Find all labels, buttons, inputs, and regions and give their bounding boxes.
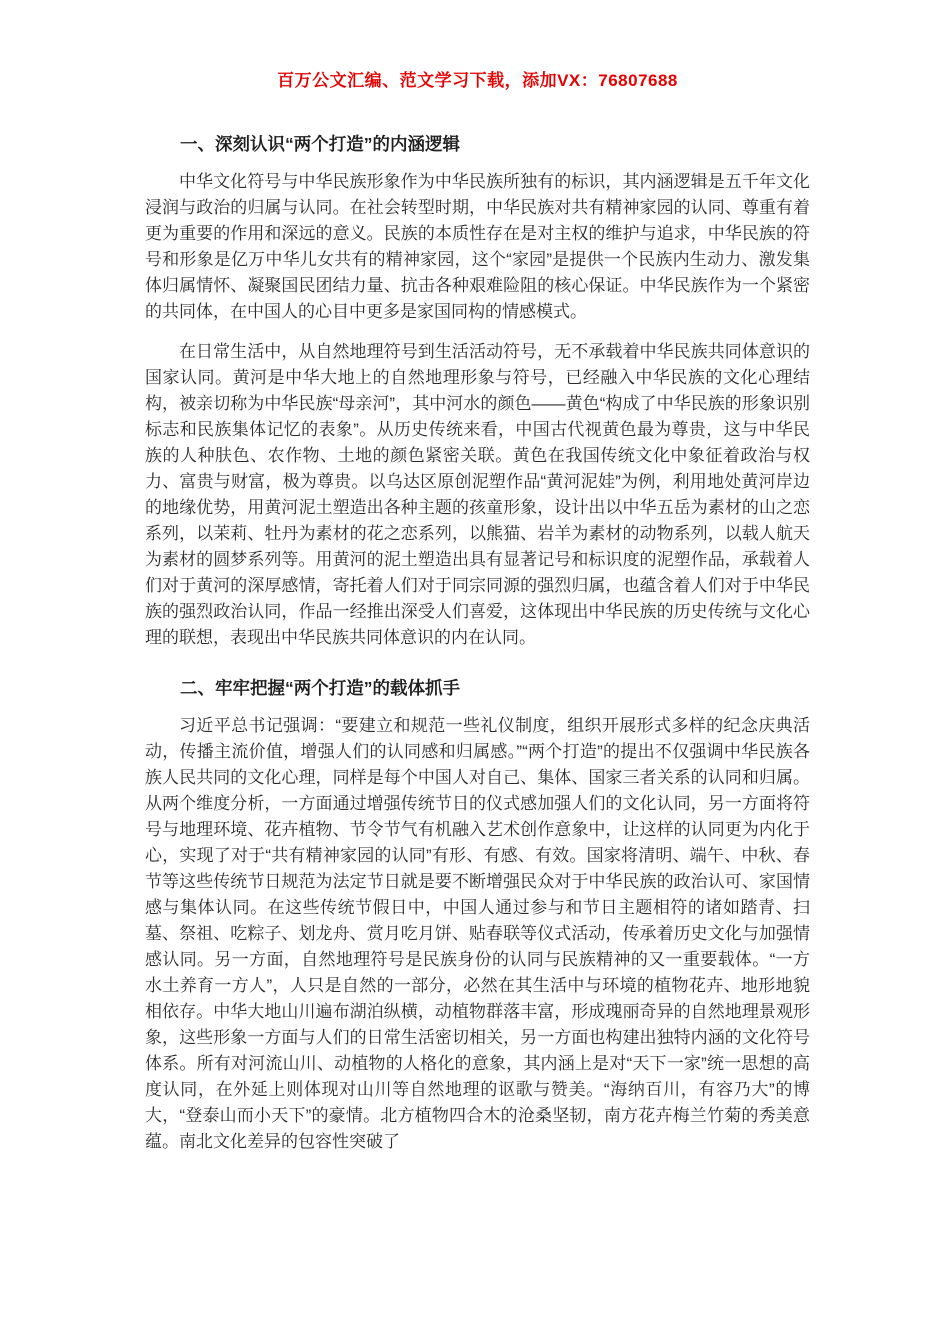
- section-1-paragraph-2: 在日常生活中，从自然地理符号到生活活动符号，无不承载着中华民族共同体意识的国家认同。黄河是中华大地上的自然地理形象与符号，已经融入中华民族的文化心理结构，被亲切称为中华民族“母亲河”，其中河水的颜色——黄色“构成了中华民族的形象识别标志和民族集体记忆的表象”。从历史传统来看，中国古代视黄色最为尊贵，这与中华民族的人种肤色、农作物、土地的颜色紧密关联。黄色在我国传统文化中象征着政治与权力、富贵与财富，极为尊贵。以乌达区原创泥塑作品“黄河泥娃”为例，利用地处黄河岸边的地缘优势，用黄河泥土塑造出各种主题的孩童形象，设计出以中华五岳为素材的山之恋系列，以茉莉、牡丹为素材的花之恋系列，以熊猫、岩羊为素材的动物系列，以载人航天为素材的圆梦系列等。用黄河的泥土塑造出具有显著记号和标识度的泥塑作品，承载着人们对于黄河的深厚感情，寄托着人们对于同宗同源的强烈归属，也蕴含着人们对于中华民族的强烈政治认同，作品一经推出深受人们喜爱，这体现出中华民族的历史传统与文化心理的联想，表现出中华民族共同体意识的内在认同。: [145, 342, 810, 647]
- section-1-paragraph-1: 中华文化符号与中华民族形象作为中华民族所独有的标识，其内涵逻辑是五千年文化浸润与政治的归属与认同。在社会转型时期，中华民族对共有精神家园的认同、尊重有着更为重要的作用和深远的意义。民族的本质性存在是对主权的维护与追求，中华民族的符号和形象是亿万中华儿女共有的精神家园，这个“家园”是提供一个民族内生动力、激发集体归属情怀、凝聚国民团结力量、抗击各种艰难险阻的核心保证。中华民族作为一个紧密的共同体，在中国人的心目中更多是家国同构的情感模式。: [145, 172, 810, 321]
- section-heading-1: 一、深刻认识“两个打造”的内涵逻辑: [180, 134, 460, 154]
- section-heading-2: 二、牢牢把握“两个打造”的载体抓手: [180, 678, 460, 698]
- promo-header-notice: 百万公文汇编、范文学习下载，添加VX：76807688: [277, 71, 678, 90]
- section-2-paragraph-1: 习近平总书记强调：“要建立和规范一些礼仪制度，组织开展形式多样的纪念庆典活动，传播主流价值，增强人们的认同感和归属感。”“两个打造”的提出不仅强调中华民族各族人民共同的文化心理，同样是每个中国人对自己、集体、国家三者关系的认同和归属。从两个维度分析，一方面通过增强传统节日的仪式感加强人们的文化认同，另一方面将符号与地理环境、花卉植物、节令节气有机融入艺术创作意象中，让这样的认同更为内化于心，实现了对于“共有精神家园的认同”有形、有感、有效。国家将清明、端午、中秋、春节等这些传统节日规范为法定节日就是要不断增强民众对于中华民族的政治认可、家国情感与集体认同。在这些传统节假日中，中国人通过参与和节日主题相符的诸如踏青、扫墓、祭祖、吃粽子、划龙舟、赏月吃月饼、贴春联等仪式活动，传承着历史文化与加强情感认同。另一方面，自然地理符号是民族身份的认同与民族精神的又一重要载体。“一方水土养育一方人”，人只是自然的一部分，必然在其生活中与环境的植物花卉、地形地貌相依存。中华大地山川遍布湖泊纵横，动植物群落丰富，形成瑰丽奇异的自然地理景观形象，这些形象一方面与人们的日常生活密切相关，另一方面也构建出独特内涵的文化符号体系。所有对河流山川、动植物的人格化的意象，其内涵上是对“天下一家”统一思想的高度认同，在外延上则体现对山川等自然地理的讴歌与赞美。“海纳百川，有容乃大”的博大，“登泰山而小天下”的豪情。北方植物四合木的沧桑坚韧，南方花卉梅兰竹菊的秀美意蕴。南北文化差异的包容性突破了: [145, 716, 810, 1151]
